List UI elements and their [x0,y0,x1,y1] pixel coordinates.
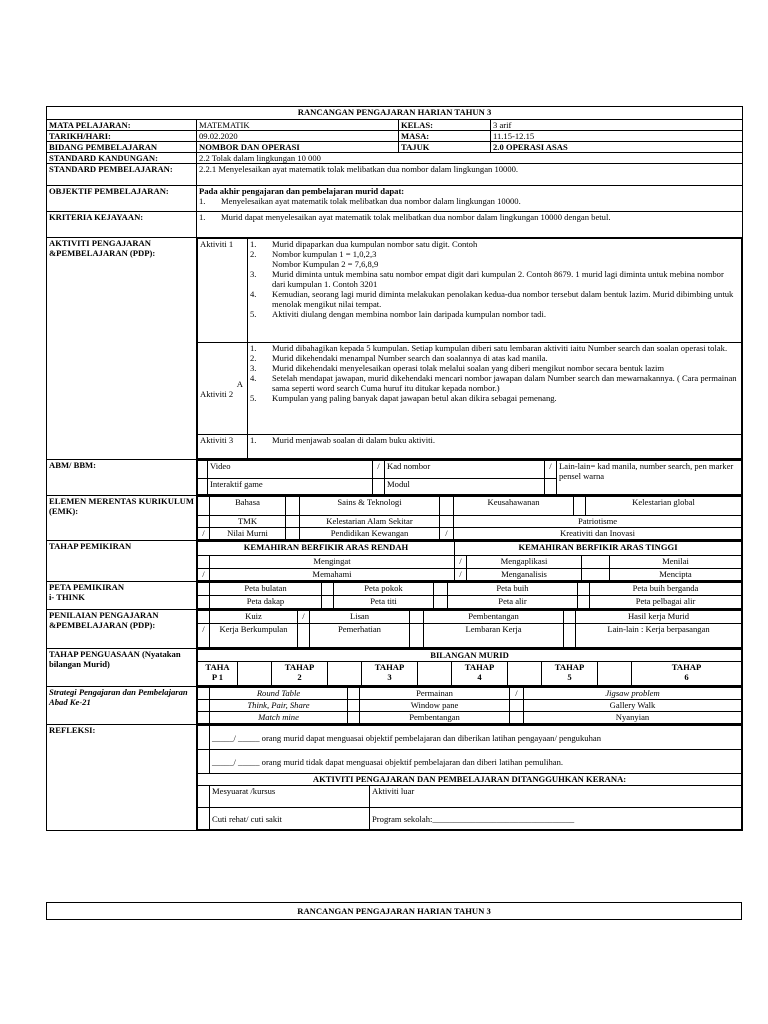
penguasaan-cell [197,649,743,687]
emk-patriotisme: Patriotisme [454,516,742,528]
abm-kad: Kad nombor [385,461,545,479]
refleksi-line-2: _____/ _____ orang murid tidak dapat menguasai objektif pembelajaran dan diberi latihan pemulihan. [210,750,742,774]
aktiviti-a2-item [250,343,739,353]
abm-mark-1: / [373,461,385,479]
aktiviti-a2-item-number: 1. [250,343,257,353]
aktiviti-a1-item-text: Nombor Kumpulan 2 = 7,6,8,9 [272,259,379,269]
aktiviti-3-list [250,435,739,445]
aktiviti-a1-item-number: 2. [250,249,257,259]
abm-modul: Modul [385,479,545,495]
emk-tmk: TMK [210,516,286,528]
bilangan-murid: BILANGAN MURID [198,650,742,662]
tahap-3-label [362,662,418,686]
obj-text: Menyelesaikan ayat matematik tolak melibatkan dua nombor dalam lingkungan 10000. [221,196,521,206]
aktiviti-2-list [250,343,739,403]
tahap-1-line-1: TAHA [205,662,230,672]
aktiviti-cell [197,238,743,460]
sp-value: 2.2.1 Menyelesaikan ayat matematik tolak melibatkan dua nombor dalam lingkungan 10000. [197,164,743,186]
pemikiran-table [197,541,742,581]
aktiviti-a1-item [250,259,739,269]
tahap-4-label [452,662,508,686]
mp-value: MATEMATIK [197,120,399,131]
obj-num: 1. [199,196,206,206]
aktiviti-a1-item-number: 1. [250,239,257,249]
peta-cell [197,582,743,610]
pemikiran-mengaplikasi: Mengaplikasi [467,556,582,569]
peta-buih: Peta buih [448,583,578,596]
aktiviti-a1-item-number: 5. [250,309,257,319]
kk-cell [197,212,743,238]
aktiviti-a2-item-text: Murid dikehendaki menampal Number search dan soalannya di atas kad manila. [272,353,548,363]
peta-pelbagai-alir: Peta pelbagai alir [590,596,742,609]
second-form-header [46,902,742,920]
peta-titi: Peta titi [334,596,434,609]
strategi-cell [197,687,743,725]
aktiviti-a1-item-text: Nombor kumpulan 1 = 1,0,2,3 [272,249,377,259]
tahap-3-line-2: 3 [387,672,392,682]
emk-label: ELEMEN MERENTAS KURIKULUM (EMK): [47,496,197,541]
emk-mark-nilai: / [198,528,210,540]
aktiviti-a2-item-number: 3. [250,363,257,373]
tahap-4-count[interactable] [508,662,542,686]
penilaian-kerja: Kerja Berkumpulan [210,624,298,648]
sp-label: STANDARD PEMBELAJARAN: [47,164,197,186]
pemikiran-mengingat: Mengingat [210,556,455,569]
aktiviti-a1-item [250,239,739,249]
emk-kelestarian-alam: Kelestarian Alam Sekitar [300,516,440,528]
aktiviti-a2-item [250,353,739,363]
strategi-round: Round Table [210,688,348,700]
lesson-plan-form [46,106,742,831]
tahap-4-line-2: 4 [477,672,482,682]
penilaian-lisan: Lisan [310,611,410,624]
emk-sains: Sains & Teknologi [300,497,440,516]
tahap-4-line-1: TAHAP [464,662,495,672]
kelas-value: 3 arif [491,120,743,131]
aktiviti-2-letter: A [236,378,243,389]
abm-interaktif: Interaktif game [208,479,373,495]
aktiviti-1-list [250,239,739,319]
obj-intro: Pada akhir pengajaran dan pembelajaran murid dapat: [199,186,405,196]
pemikiran-mark-aplikasi: / [455,556,467,569]
strategi-window: Window pane [360,700,510,712]
kbat-tinggi: KEMAHIRAN BERFIKIR ARAS TINGGI [455,542,742,556]
peta-label: PETA PEMIKIRAN [49,582,125,592]
pemikiran-cell [197,541,743,582]
tahap-1-label [198,662,238,686]
sk-label: STANDARD KANDUNGAN: [47,153,197,164]
refleksi-cuti: Cuti rehat/ cuti sakit [210,808,370,830]
aktiviti-a1-item-number: 4. [250,289,257,299]
pemikiran-mencipta: Mencipta [610,569,742,581]
penilaian-pemerhatian: Pemerhatian [310,624,410,648]
strategi-gallery: Gallery Walk [524,700,742,712]
strategi-match: Match mine [210,712,348,724]
aktiviti-a2-item-number: 5. [250,393,257,403]
aktiviti-3-content [248,435,742,459]
penilaian-table [197,610,742,648]
emk-kreativiti: Kreativiti dan Inovasi [454,528,742,540]
tahap-2-line-2: 2 [297,672,302,682]
tahap-6-line-2: 6 [684,672,689,682]
peta-table [197,582,742,609]
penilaian-label: PENILAIAN PENGAJARAN &PEMBELAJARAN (PDP): [47,610,197,649]
emk-keusahawanan: Keusahawanan [454,497,574,516]
refleksi-tangguh: AKTIVITI PENGAJARAN DAN PEMBELAJARAN DITANGGUHKAN KERANA: [198,774,742,786]
peta-buih-berganda: Peta buih berganda [590,583,742,596]
aktiviti-1-content [248,239,742,343]
penilaian-mark-kerja: / [198,624,210,648]
tahap-5-count[interactable] [598,662,632,686]
emk-pendidikan: Pendidikan Kewangan [300,528,440,540]
aktiviti-a2-item [250,363,739,373]
abm-cell [197,460,743,496]
aktiviti-a1-item-number: 3. [250,269,257,279]
aktiviti-a3-item-text: Murid menjawab soalan di dalam buku aktiviti. [272,435,436,445]
refleksi-luar: Aktiviti luar [370,786,742,808]
tahap-6-line-1: TAHAP [671,662,702,672]
kk-label: KRITERIA KEJAYAAN: [47,212,197,238]
aktiviti-a1-item [250,309,739,319]
strategi-table [197,687,742,724]
penilaian-kuiz: Kuiz [210,611,298,624]
tahap-6-label [632,662,742,686]
abm-lain: Lain-lain= kad manila, number search, pen marker pensel warna [557,461,742,495]
aktiviti-a3-item [250,435,739,445]
aktiviti-1-label: Aktiviti 1 [198,239,248,343]
aktiviti-a1-item [250,289,739,309]
refleksi-table [197,725,742,830]
tahap-3-count[interactable] [418,662,452,686]
aktiviti-2-label-cell [198,343,248,435]
tahap-1-count[interactable] [238,662,272,686]
emk-table [197,496,742,540]
aktiviti-a2-item-text: Murid dikehendaki menyelesaikan operasi tolak melalui soalan yang diberi mengikut nombor secara bentuk lazim [272,363,665,373]
refleksi-label: REFLEKSI: [47,725,197,831]
penilaian-mark-lisan: / [298,611,310,624]
tajuk-label: TAJUK [399,142,491,153]
aktiviti-table [197,238,742,459]
obj-label: OBJEKTIF PEMBELAJARAN: [47,186,197,212]
kk-num: 1. [199,212,206,222]
tahap-1-line-2: P 1 [211,672,224,682]
second-form-title: RANCANGAN PENGAJARAN HARIAN TAHUN 3 [47,903,742,920]
tahap-2-label [272,662,328,686]
refleksi-cell [197,725,743,831]
aktiviti-a1-item [250,269,739,289]
bidang-label: BIDANG PEMBELAJARAN [47,142,197,153]
pemikiran-mark-memahami: / [198,569,210,581]
pemikiran-memahami: Memahami [210,569,455,581]
abm-label: ABM/ BBM: [47,460,197,496]
aktiviti-a2-item [250,373,739,393]
aktiviti-3-label: Aktiviti 3 [198,435,248,459]
abm-table [197,460,742,495]
abm-mark-2: / [545,461,557,479]
tahap-3-line-1: TAHAP [374,662,405,672]
pemikiran-menilai: Menilai [610,556,742,569]
lesson-plan-table [46,106,743,831]
kelas-label: KELAS: [399,120,491,131]
penilaian-cell [197,610,743,649]
aktiviti-a2-item [250,393,739,403]
aktiviti-a3-item-number: 1. [250,435,257,445]
form-title: RANCANGAN PENGAJARAN HARIAN TAHUN 3 [47,107,743,120]
peta-bulatan: Peta bulatan [210,583,322,596]
aktiviti-a1-item-text: Aktiviti diulang dengan membina nombor lain daripada kumpulan nombor tadi. [272,309,546,319]
tahap-2-count[interactable] [328,662,362,686]
aktiviti-a1-item [250,249,739,259]
pemikiran-label: TAHAP PEMIKIRAN [47,541,197,582]
aktiviti-a2-item-text: Kumpulan yang paling banyak dapat jawapan betul akan dikira sebagai pemenang. [272,393,557,403]
penilaian-lain: Lain-lain : Kerja berpasangan [576,624,742,648]
strategi-label: Strategi Pengajaran dan Pembelajaran Abad Ke-21 [47,687,197,725]
aktiviti-a1-item-text: Murid diminta untuk membina satu nombor empat digit dari kumpulan 2. Contoh 8679. 1 murid lagi diminta untuk mebina nombor dari kumpulan 1. Contoh 3201 [272,269,724,289]
pemikiran-mark-analisis: / [455,569,467,581]
aktiviti-label: AKTIVITI PENGAJARAN &PEMBELAJARAN (PDP): [47,238,197,460]
strategi-mark-jigsaw: / [510,688,524,700]
sk-value: 2.2 Tolak dalam lingkungan 10 000 [197,153,743,164]
masa-value: 11.15-12.15 [491,131,743,142]
masa-label: MASA: [399,131,491,142]
aktiviti-a1-item-number [250,259,272,269]
peta-label-ithink: i- THINK [49,592,85,602]
aktiviti-2-label: Aktiviti 2 [200,388,234,399]
emk-nilai: Nilai Murni [210,528,286,540]
strategi-pembentangan: Pembentangan [360,712,510,724]
refleksi-mesyuarat: Mesyuarat /kursus [210,786,370,808]
aktiviti-a2-item-text: Murid dibahagikan kepada 5 kumpulan. Setiap kumpulan diberi satu lembaran aktiviti iaitu Number search dan soalan operasi tolak. [272,343,728,353]
tahap-5-line-1: TAHAP [554,662,585,672]
tarikh-value: 09.02.2020 [197,131,399,142]
tahap-5-line-2: 5 [567,672,572,682]
aktiviti-a2-item-number: 4. [250,373,257,383]
penilaian-hasil: Hasil kerja Murid [576,611,742,624]
emk-cell [197,496,743,541]
peta-dakap: Peta dakap [210,596,322,609]
strategi-jigsaw: Jigsaw problem [524,688,742,700]
penguasaan-table [197,649,742,686]
penilaian-lembaran: Lembaran Kerja [424,624,564,648]
emk-kelestarian-global: Kelestarian global [586,497,742,516]
strategi-think: Think, Pair, Share [210,700,348,712]
aktiviti-a2-item-number: 2. [250,353,257,363]
peta-alir: Peta alir [448,596,578,609]
tahap-2-line-1: TAHAP [284,662,315,672]
pemikiran-menganalisis: Menganalisis [467,569,582,581]
emk-mark-kreativiti: / [440,528,454,540]
aktiviti-a1-item-text: Kemudian, seorang lagi murid diminta melakukan penolakan kedua-dua nombor tersebut dalam bentuk lazim. Murid dibimbing untuk menolak mengikut nilai tempat. [272,289,734,309]
second-form-table [46,902,742,920]
tahap-5-label [542,662,598,686]
bidang-value: NOMBOR DAN OPERASI [197,142,399,153]
peta-pokok: Peta pokok [334,583,434,596]
strategi-nyanyian: Nyanyian [524,712,742,724]
aktiviti-2-content [248,343,742,435]
mp-label: MATA PELAJARAN: [47,120,197,131]
abm-video: Video [208,461,373,479]
tajuk-value: 2.0 OPERASI ASAS [491,142,743,153]
aktiviti-a2-item-text: Setelah mendapat jawapan, murid dikehendaki mencari nombor jawapan dalam Number search dan mewarnakannya. ( Cara permainan sama seperti word search Cuma huruf itu ditukar kepada nombor.) [272,373,737,393]
tarikh-label: TARIKH/HARI: [47,131,197,142]
peta-label-cell [47,582,197,610]
obj-cell [197,186,743,212]
strategi-permainan: Permainan [360,688,510,700]
aktiviti-a1-item-text: Murid dipaparkan dua kumpulan nombor satu digit. Contoh [272,239,478,249]
refleksi-program: Program sekolah:_________________________________ [370,808,742,830]
refleksi-line-1: _____/ _____ orang murid dapat menguasai objektif pembelajaran dan diberikan latihan pengayaan/ pengukuhan [210,726,742,750]
emk-bahasa: Bahasa [210,497,286,516]
penguasaan-label: TAHAP PENGUASAAN (Nyatakan bilangan Murid) [47,649,197,687]
kk-text: Murid dapat menyelesaikan ayat matematik tolak melibatkan dua nombor dalam lingkungan 10000 dengan betul. [221,212,611,222]
kbar-rendah: KEMAHIRAN BERFIKIR ARAS RENDAH [198,542,455,556]
penilaian-pembentangan: Pembentangan [424,611,564,624]
tahap-row [198,662,742,686]
